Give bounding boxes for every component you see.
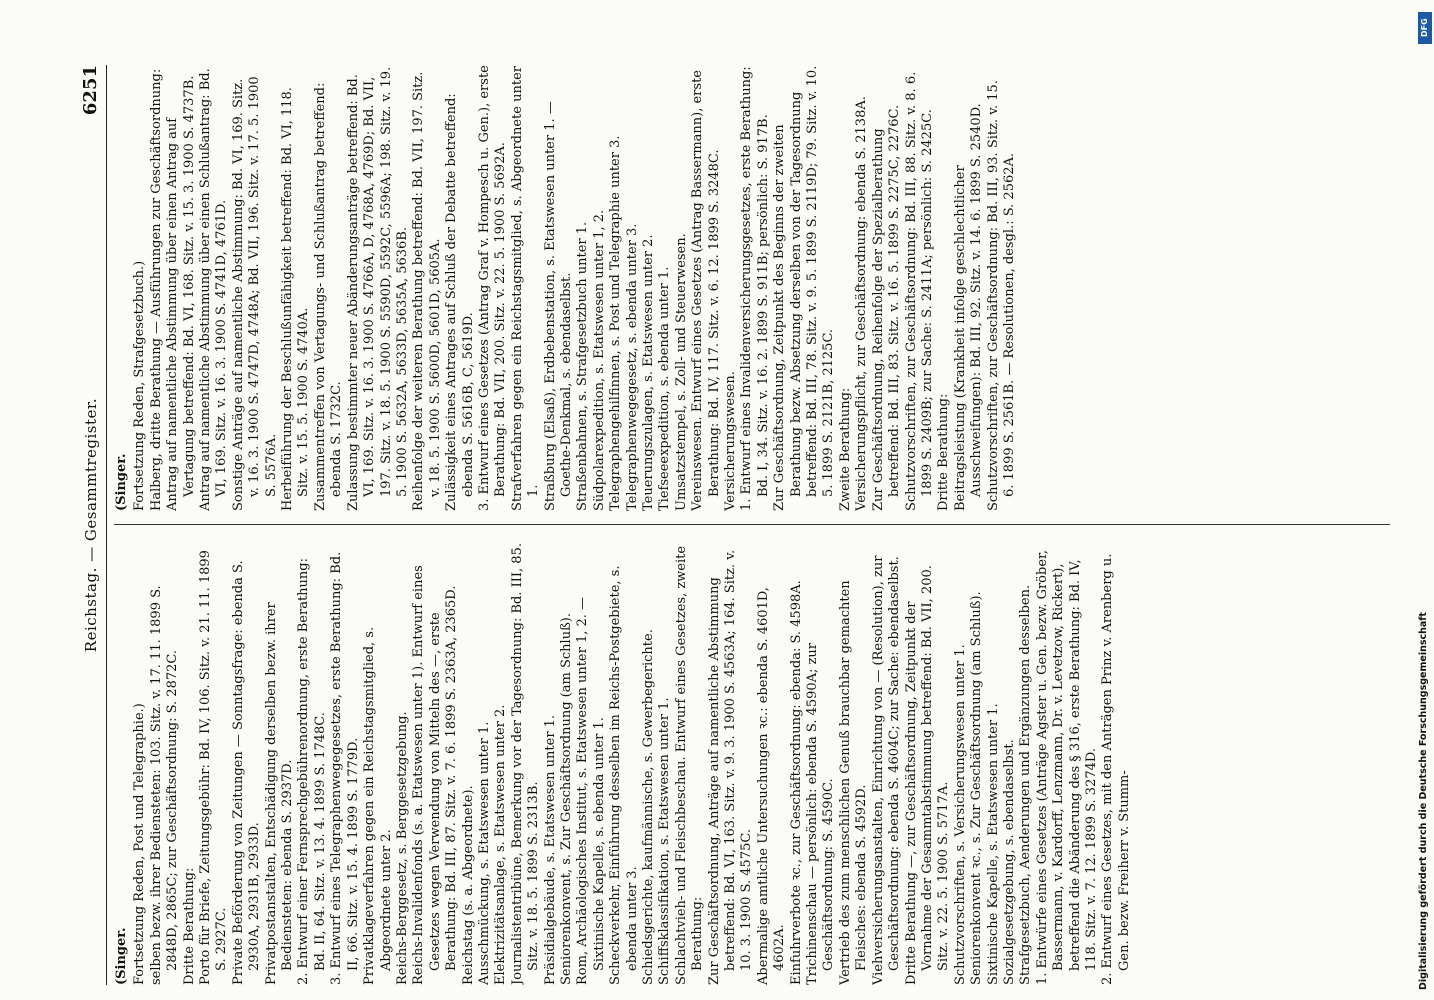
register-entry: Schutzvorschriften, zur Geschäftsordnung: Bd. III, 88. Sitz. v. 8. 6. 1899 S. 2409B; zur Sache: S. 2411A; persönlich: S. 2425C. <box>903 71 935 511</box>
register-entry: Ausschmückung, s. Etatswesen unter 1. <box>476 721 492 985</box>
register-entry: Umsatzstempel, s. Zoll- und Steuerwesen. <box>673 233 689 511</box>
register-entry: Antrag auf namentliche Abstimmung über einen Antrag auf Vertagung betreffend: Bd. VI, 168. Sitz. v. 15. 3. 1900 S. 4737B. <box>165 75 197 511</box>
register-entry: Versicherungspflicht, zur Geschäftsordnung: ebenda S. 2138A. <box>854 96 870 511</box>
register-entry: Schiedsgerichte, kaufmännische, s. Gewerbegerichte. <box>641 629 656 985</box>
register-entry: Strafgesetzbuch, Aenderungen und Ergänzungen desselben. <box>1018 584 1034 985</box>
register-entry: Vereinswesen. Entwurf eines Gesetzes (Antrag Bassermann), erste Berathung: Bd. IV, 117. Sitz. v. 6. 12. 1899 S. 3248C. <box>690 70 722 511</box>
right-column <box>114 65 1394 511</box>
register-entry: Zur Geschäftsordnung, Anträge auf namentliche Abstimmung betreffend: Bd. VI, 163. Sitz. v. 9. 3. 1900 S. 4563A; 164. Sitz. v. 10. 3. 1900 S. 4575C. <box>706 549 755 985</box>
register-entry: Vertrieb des zum menschlichen Genuß brauchbar gemachten Fleisches: ebenda S. 4592D. <box>837 580 870 985</box>
register-entry: selben bezw. ihrer Bediensteten: 103. Sitz. v. 17. 11. 1899 S. 2848D, 2865C; zur Geschäftsordnung: S. 2872C. <box>148 585 181 985</box>
left-column-head: (Singer. <box>114 927 129 985</box>
register-entry: Präsidialgebäude, s. Etatswesen unter 1. <box>542 714 558 985</box>
left-column <box>114 539 1394 985</box>
register-entry: Scheckverkehr, Einführung desselben im Reichs-Postgebiete, s. ebenda unter 3. <box>608 565 640 985</box>
register-entry: Sozialgesetzgebung, s. ebendaselbst. <box>1001 739 1017 985</box>
register-entry: Zusammentreffen von Vertagungs- und Schlußantrag betreffend: ebenda S. 1732C. <box>312 82 345 511</box>
register-entry: 1. Entwurf eines Invalidenversicherungsgesetzes, erste Berathung: Bd. I, 34. Sitz. v. 16. 2. 1899 S. 911B; persönlich: S. 917B. <box>739 66 771 511</box>
register-entry: Reichs-Invalidenfonds (s. a. Etatswesen unter 1). Entwurf eines Gesetzes wegen Verwendung von Mitteln des —, erste Berathung: Bd. III, 87. Sitz. v. 7. 6. 1899 S. 2363A, 2365D. <box>411 565 460 985</box>
register-entry: 2. Entwurf einer Fernsprechgebührenordnung, erste Berathung: Bd. II, 64. Sitz. v. 13. 4. 1899 S. 1748C. <box>296 557 328 985</box>
page-number: 6251 <box>80 65 101 116</box>
page-title: Reichstag. — Gesammtregister. <box>82 397 100 653</box>
register-entry: Reichs-Berggesetz, s. Berggesetzgebung. <box>394 711 410 985</box>
register-entry: Telegraphengehilfinnen, s. Post und Telegraphie unter 3. <box>608 135 624 511</box>
register-entry: Telegraphenwegegesetz, s. ebenda unter 3. <box>624 223 640 511</box>
register-entry: Straßenbahnen, s. Strafgesetzbuch unter 1. <box>575 221 591 511</box>
register-entry: Schlachtvieh- und Fleischbeschau. Entwurf eines Gesetzes, zweite Berathung: <box>673 545 706 985</box>
register-entry: Einfuhrverbote ꝛc., zur Geschäftsordnung: ebenda: S. 4598A. <box>788 580 804 985</box>
register-entry: Zweite Berathung: <box>837 387 853 511</box>
register-entry: Antrag auf namentliche Abstimmung über einen Schlußantrag: Bd. VI, 169. Sitz. v. 16. 3. 1900 S. 4741D, 4761D. <box>198 68 230 511</box>
register-entry: Privatklageverfahren gegen ein Reichstagsmitglied, s. Abgeordnete unter 2. <box>362 626 394 985</box>
register-entry: Dritte Berathung: <box>936 393 952 511</box>
register-entry: Trichinenschau — persönlich: ebenda S. 4590A; zur Geschäftsordnung: S. 4590C. <box>805 643 837 985</box>
register-entry: Rom, Archäologisches Institut, s. Etatswesen unter 1, 2. — Sixtinische Kapelle, s. ebenda unter 1. <box>575 596 607 985</box>
register-entry: 1. Entwürfe eines Gesetzes (Anträge Agster u. Gen. bezw. Gröber, Bassermann, v. Kardorff, Lenzmann, Dr. v. Levetzow, Rickert), betreffend die Abänderung des § 316, erste Berathung: Bd. IV, 118. Sitz. v. 7. 12. 1899 S. 3274D. <box>1034 550 1099 985</box>
register-entry: Herbeiführung der Beschlußunfähigkeit betreffend: Bd. VI, 118. Sitz. v. 15. 5. 1900 S. 4740A. <box>280 87 312 511</box>
register-entry: Zulässigkeit eines Antrages auf Schluß der Debatte betreffend: ebenda S. 5616B, C, 5619D. <box>444 93 476 511</box>
register-entry: Fortsetzung Reden, Strafgesetzbuch.) <box>132 260 148 511</box>
register-entry: Abermalige amtliche Untersuchungen ꝛc.: ebenda S. 4601D, 4602A. <box>755 587 788 985</box>
register-entry: Fortsetzung Reden, Post und Telegraphie.) <box>132 703 148 985</box>
register-entry: Viehversicherungsanstalten, Einrichtung von — (Resolution), zur Geschäftsordnung: ebenda S. 4604C; zur Sache: ebendaselbst. <box>870 555 903 985</box>
register-entry: Reihenfolge der weiteren Berathung betreffend: Bd. VII, 197. Sitz. v. 18. 5. 1900 S. 5600D, 5601D, 5605A. <box>411 71 443 511</box>
register-entry: Elektrizitätsanlage, s. Etatswesen unter 2. <box>493 704 509 985</box>
register-entry: Halberg, dritte Berathung — Ausführungen zur Geschäftsordnung: <box>148 68 164 511</box>
right-column-head: (Singer. <box>114 453 129 511</box>
dfg-logo: DFG <box>1418 12 1432 44</box>
register-entry: Sixtinische Kapelle, s. Etatswesen unter 1. <box>985 703 1001 985</box>
register-entry: Seniorenkonvent, s. Zur Geschäftsordnung (am Schluß). <box>558 613 574 985</box>
register-entry: Private Beförderung von Zeitungen — Sonntagsfrage: ebenda S. 2930A, 2931B, 2933D. <box>230 560 263 985</box>
register-entry: 2. Entwurf eines Gesetzes, mit den Anträgen Prinz v. Arenberg u. Gen. bezw. Freiherr v. Stumm- <box>1100 553 1132 985</box>
column-divider <box>114 524 1390 525</box>
register-entry: Schutzvorschriften, zur Geschäftsordnung: Bd. III, 93. Sitz. v. 15. 6. 1899 S. 2561B. — Resolutionen, desgl.: S. 2562A. <box>985 80 1017 511</box>
register-entry: Teuerungszulagen, s. Etatswesen unter 2. <box>641 234 656 511</box>
register-entry: Journalistentribüne, Bemerkung vor der Tagesordnung: Bd. III, 85. Sitz. v. 18. 5. 1899 S. 2313B. <box>509 543 542 985</box>
register-entry: Zulassung bestimmter neuer Abänderungsanträge betreffend: Bd. VI, 169. Sitz. v. 16. 3. 1900 S. 4766A, D, 4768A, 4769D; Bd. VII, 197. Sitz. v. 18. 5. 1900 S. 5590D, 5592C, 5596A; 198. Sitz. v. 19. 5. 1900 S. 5632A, 5633D, 5635A, 5636B. <box>345 66 410 511</box>
register-entry: Dritte Berathung: <box>181 867 197 985</box>
register-entry: Tiefseeexpedition, s. ebenda unter 1. <box>657 266 673 511</box>
register-entry: Schutzvorschriften, s. Versicherungswesen unter 1. <box>952 644 968 985</box>
register-entry: Beitragsleistung (Krankheit infolge geschlechtlicher Ausschweifungen): Bd. III, 92. Sitz. v. 14. 6. 1899 S. 2540D. <box>952 103 985 511</box>
register-entry: Strafverfahren gegen ein Reichstagsmitglied, s. Abgeordnete unter 1. <box>509 66 542 511</box>
register-entry: Reichstag (s. a. Abgeordnete). <box>460 785 476 985</box>
register-entry: Dritte Berathung —, zur Geschäftsordnung, Zeitpunkt der Vornahme der Gesammtabstimmung betreffend: Bd. VII, 200. Sitz. v. 22. 5. 1900 S. 5717A. <box>903 565 952 985</box>
register-entry: Südpolarexpedition, s. Etatswesen unter 1, 2. <box>591 209 607 511</box>
rotated-register-page <box>80 65 1400 985</box>
register-entry: 3. Entwurf eines Gesetzes (Antrag Graf v. Hompesch u. Gen.), erste Berathung: Bd. VII, 200. Sitz. v. 22. 5. 1900 S. 5692A. <box>476 65 509 511</box>
register-entry: 3. Entwurf eines Telegraphenwegegesetzes, erste Berathung: Bd. II, 66. Sitz. v. 15. 4. 1899 S. 1779D. <box>329 551 361 985</box>
register-entry: Straßburg (Elsaß), Erdbebenstation, s. Etatswesen unter 1. — Goethe-Denkmal, s. ebendaselbst. <box>542 101 574 511</box>
register-entry: Porto für Briefe, Zeitungsgebühr: Bd. IV, 106. Sitz. v. 21. 11. 1899 S. 2927C. <box>198 550 230 985</box>
register-entry: Versicherungswesen. <box>723 371 739 511</box>
register-entry: Zur Geschäftsordnung, Reihenfolge der Spezialberathung betreffend: Bd. III, 83. Sitz. v. 16. 5. 1899 S. 2275C, 2276C. <box>870 104 903 511</box>
register-entry: Seniorenkonvent ꝛc., s. Zur Geschäftsordnung (am Schluß). <box>969 591 985 985</box>
register-entry: Schiffsklassifikation, s. Etatswesen unter 1. <box>657 697 673 985</box>
register-entry: Sonstige Anträge auf namentliche Abstimmung: Bd. VI, 169. Sitz. v. 16. 3. 1900 S. 4747D, 4748A; Bd. VII, 196. Sitz. v. 17. 5. 1900 S. 5576A. <box>230 76 279 511</box>
digitization-note: Digitalisierung gefördert durch die Deutsche Forschungsgemeinschaft <box>1418 612 1429 990</box>
register-entry: Zur Geschäftsordnung, Zeitpunkt des Beginns der zweiten Berathung bezw. Absetzung derselben von der Tagesordnung betreffend: Bd. III, 78. Sitz. v. 9. 5. 1899 S. 2119D; 79. Sitz. v. 10. 5. 1899 S. 2121B, 2125C. <box>772 65 837 511</box>
register-entry: Privatpostanstalten, Entschädigung derselben bezw. ihrer Bediensteten: ebenda S. 2937D. <box>263 602 296 985</box>
page-header <box>80 65 107 985</box>
